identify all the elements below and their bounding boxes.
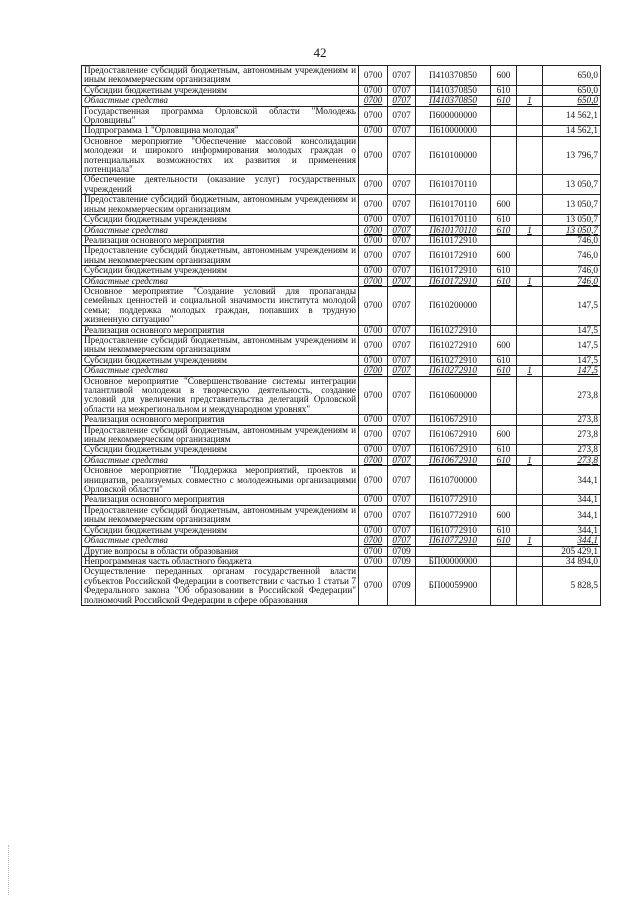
table-row — [82, 335, 601, 355]
row-name: Предоставление субсидий бюджетным, автономным учреждениям и иным некоммерческим организациям — [82, 425, 359, 445]
subsection-code: 0707 — [388, 126, 416, 136]
section-code: 0700 — [359, 195, 388, 215]
target-article-code: П610172910 — [416, 246, 491, 266]
table-row — [82, 376, 601, 415]
section-code: 0700 — [359, 466, 388, 495]
expense-type-code: 610 — [491, 225, 517, 235]
expense-type-code — [491, 235, 517, 245]
funding-source-code: 1 — [517, 536, 543, 546]
subsection-code: 0707 — [388, 505, 416, 525]
row-name: Субсидии бюджетным учреждениям — [82, 85, 359, 95]
amount: 205 429,1 — [543, 546, 601, 556]
row-name: Предоставление субсидий бюджетным, автономным учреждениям и иным некоммерческим организациям — [82, 335, 359, 355]
subsection-code: 0707 — [388, 235, 416, 245]
table-row — [82, 175, 601, 195]
target-article-code: П610272910 — [416, 355, 491, 365]
margin-mark — [8, 845, 12, 895]
subsection-code: 0707 — [388, 415, 416, 425]
expense-type-code: 600 — [491, 335, 517, 355]
amount: 273,8 — [543, 445, 601, 455]
subsection-code: 0707 — [388, 195, 416, 215]
row-name: Подпрограмма 1 "Орловщина молодая" — [82, 126, 359, 136]
funding-source-code — [517, 546, 543, 556]
row-name: Областные средства — [82, 536, 359, 546]
row-name: Основное мероприятие "Поддержка мероприятий, проектов и инициатив, реализуемых совместно с молодежными организациями Орловской области" — [82, 466, 359, 495]
page-number: 42 — [313, 45, 327, 60]
section-code: 0700 — [359, 246, 388, 266]
amount: 273,8 — [543, 455, 601, 465]
table-row — [82, 325, 601, 335]
target-article-code: П610672910 — [416, 455, 491, 465]
amount: 147,5 — [543, 286, 601, 325]
expense-type-code: 600 — [491, 246, 517, 266]
funding-source-code: 1 — [517, 455, 543, 465]
row-name: Основное мероприятие "Обеспечение массовой консолидации молодежи и широкого информирования молодых граждан о потенциальных возможностях их развития и применения потенциала" — [82, 136, 359, 175]
subsection-code: 0707 — [388, 175, 416, 195]
expense-type-code: 600 — [491, 195, 517, 215]
amount: 344,1 — [543, 505, 601, 525]
section-code: 0700 — [359, 355, 388, 365]
table-row — [82, 366, 601, 376]
section-code: 0700 — [359, 415, 388, 425]
row-name: Субсидии бюджетным учреждениям — [82, 525, 359, 535]
target-article-code: П610170110 — [416, 225, 491, 235]
subsection-code: 0707 — [388, 525, 416, 535]
section-code: 0700 — [359, 536, 388, 546]
subsection-code: 0707 — [388, 276, 416, 286]
subsection-code: 0707 — [388, 85, 416, 95]
expense-type-code — [491, 286, 517, 325]
target-article-code: П610700000 — [416, 466, 491, 495]
row-name: Предоставление субсидий бюджетным, автономным учреждениям и иным некоммерческим организациям — [82, 66, 359, 86]
funding-source-code — [517, 126, 543, 136]
expense-type-code — [491, 556, 517, 566]
section-code: 0700 — [359, 525, 388, 535]
section-code: 0700 — [359, 546, 388, 556]
subsection-code: 0707 — [388, 106, 416, 126]
amount: 14 562,1 — [543, 106, 601, 126]
funding-source-code — [517, 215, 543, 225]
section-code: 0700 — [359, 106, 388, 126]
row-name: Субсидии бюджетным учреждениям — [82, 445, 359, 455]
section-code: 0700 — [359, 556, 388, 566]
table-row — [82, 195, 601, 215]
funding-source-code — [517, 466, 543, 495]
table-row — [82, 266, 601, 276]
row-name: Государственная программа Орловской области "Молодежь Орловщины" — [82, 106, 359, 126]
table-row — [82, 415, 601, 425]
table-row — [82, 235, 601, 245]
subsection-code: 0709 — [388, 556, 416, 566]
target-article-code: П610170110 — [416, 175, 491, 195]
section-code: 0700 — [359, 445, 388, 455]
table-row — [82, 525, 601, 535]
funding-source-code — [517, 355, 543, 365]
table-row — [82, 276, 601, 286]
target-article-code: П410370850 — [416, 85, 491, 95]
expense-type-code: 610 — [491, 536, 517, 546]
amount: 14 562,1 — [543, 126, 601, 136]
table-row — [82, 455, 601, 465]
section-code: 0700 — [359, 286, 388, 325]
expense-type-code — [491, 106, 517, 126]
expense-type-code — [491, 126, 517, 136]
subsection-code: 0707 — [388, 376, 416, 415]
target-article-code: П610000000 — [416, 126, 491, 136]
amount: 13 050,7 — [543, 195, 601, 215]
amount: 147,5 — [543, 335, 601, 355]
target-article-code: БП00000000 — [416, 556, 491, 566]
amount: 746,0 — [543, 246, 601, 266]
budget-table — [81, 65, 601, 606]
expense-type-code: 610 — [491, 445, 517, 455]
amount: 147,5 — [543, 325, 601, 335]
funding-source-code — [517, 376, 543, 415]
expense-type-code — [491, 495, 517, 505]
expense-type-code: 610 — [491, 266, 517, 276]
table-row — [82, 136, 601, 175]
expense-type-code — [491, 466, 517, 495]
target-article-code: П610100000 — [416, 136, 491, 175]
subsection-code: 0707 — [388, 495, 416, 505]
target-article-code: П610170110 — [416, 195, 491, 215]
row-name: Субсидии бюджетным учреждениям — [82, 215, 359, 225]
table-row — [82, 355, 601, 365]
amount: 344,1 — [543, 495, 601, 505]
table-row — [82, 126, 601, 136]
row-name: Областные средства — [82, 455, 359, 465]
section-code: 0700 — [359, 215, 388, 225]
amount: 344,1 — [543, 525, 601, 535]
table-row — [82, 66, 601, 86]
section-code: 0700 — [359, 266, 388, 276]
target-article-code: П410370850 — [416, 96, 491, 106]
funding-source-code — [517, 136, 543, 175]
subsection-code: 0707 — [388, 536, 416, 546]
amount: 13 050,7 — [543, 215, 601, 225]
funding-source-code — [517, 415, 543, 425]
target-article-code: П610772910 — [416, 505, 491, 525]
section-code: 0700 — [359, 136, 388, 175]
section-code: 0700 — [359, 455, 388, 465]
target-article-code: П610772910 — [416, 495, 491, 505]
row-name: Осуществление переданных органам государственной власти субъектов Российской Федерации в соответствии с частью 1 статьи 7 Федерального закона "Об образовании в Российской Федерации" полномочий Российской Федерации в сфере образования — [82, 567, 359, 606]
amount: 147,5 — [543, 366, 601, 376]
expense-type-code: 600 — [491, 425, 517, 445]
expense-type-code — [491, 175, 517, 195]
table-row — [82, 286, 601, 325]
funding-source-code — [517, 266, 543, 276]
row-name: Предоставление субсидий бюджетным, автономным учреждениям и иным некоммерческим организациям — [82, 505, 359, 525]
section-code: 0700 — [359, 366, 388, 376]
funding-source-code — [517, 425, 543, 445]
subsection-code: 0707 — [388, 355, 416, 365]
section-code: 0700 — [359, 505, 388, 525]
amount: 13 050,7 — [543, 225, 601, 235]
amount: 273,8 — [543, 425, 601, 445]
amount: 34 894,0 — [543, 556, 601, 566]
row-name: Непрограммная часть областного бюджета — [82, 556, 359, 566]
target-article-code: П610200000 — [416, 286, 491, 325]
subsection-code: 0707 — [388, 425, 416, 445]
section-code: 0700 — [359, 126, 388, 136]
subsection-code: 0707 — [388, 366, 416, 376]
target-article-code: П610672910 — [416, 445, 491, 455]
funding-source-code — [517, 445, 543, 455]
expense-type-code: 610 — [491, 355, 517, 365]
row-name: Обеспечение деятельности (оказание услуг) государственных учреждений — [82, 175, 359, 195]
section-code: 0700 — [359, 85, 388, 95]
subsection-code: 0707 — [388, 225, 416, 235]
expense-type-code: 600 — [491, 505, 517, 525]
amount: 746,0 — [543, 276, 601, 286]
funding-source-code — [517, 106, 543, 126]
subsection-code: 0707 — [388, 325, 416, 335]
funding-source-code — [517, 85, 543, 95]
amount: 273,8 — [543, 415, 601, 425]
section-code: 0700 — [359, 325, 388, 335]
subsection-code: 0707 — [388, 96, 416, 106]
amount: 273,8 — [543, 376, 601, 415]
row-name: Основное мероприятие "Создание условий для пропаганды семейных ценностей и социальной значимости института молодой семьи; поддержка молодых граждан, попавших в трудную жизненную ситуацию" — [82, 286, 359, 325]
subsection-code: 0707 — [388, 455, 416, 465]
amount: 650,0 — [543, 85, 601, 95]
table-row — [82, 445, 601, 455]
subsection-code: 0707 — [388, 66, 416, 86]
funding-source-code — [517, 286, 543, 325]
expense-type-code — [491, 567, 517, 606]
target-article-code: БП00059900 — [416, 567, 491, 606]
funding-source-code: 1 — [517, 366, 543, 376]
section-code: 0700 — [359, 66, 388, 86]
expense-type-code: 610 — [491, 525, 517, 535]
target-article-code: П610772910 — [416, 525, 491, 535]
amount: 650,0 — [543, 96, 601, 106]
table-row — [82, 425, 601, 445]
funding-source-code — [517, 246, 543, 266]
table-row — [82, 106, 601, 126]
funding-source-code — [517, 235, 543, 245]
subsection-code: 0707 — [388, 335, 416, 355]
target-article-code: П610772910 — [416, 536, 491, 546]
funding-source-code — [517, 335, 543, 355]
amount: 13 050,7 — [543, 175, 601, 195]
expense-type-code: 610 — [491, 455, 517, 465]
section-code: 0700 — [359, 225, 388, 235]
target-article-code: П410370850 — [416, 66, 491, 86]
section-code: 0700 — [359, 495, 388, 505]
row-name: Областные средства — [82, 225, 359, 235]
expense-type-code: 610 — [491, 366, 517, 376]
table-row — [82, 556, 601, 566]
expense-type-code — [491, 415, 517, 425]
target-article-code: П610172910 — [416, 235, 491, 245]
row-name: Субсидии бюджетным учреждениям — [82, 266, 359, 276]
row-name: Реализация основного мероприятия — [82, 325, 359, 335]
funding-source-code — [517, 66, 543, 86]
subsection-code: 0709 — [388, 567, 416, 606]
section-code: 0700 — [359, 335, 388, 355]
amount: 13 796,7 — [543, 136, 601, 175]
section-code: 0700 — [359, 175, 388, 195]
subsection-code: 0707 — [388, 246, 416, 266]
subsection-code: 0707 — [388, 215, 416, 225]
section-code: 0700 — [359, 376, 388, 415]
section-code: 0700 — [359, 235, 388, 245]
funding-source-code: 1 — [517, 276, 543, 286]
amount: 5 828,5 — [543, 567, 601, 606]
table-row — [82, 495, 601, 505]
expense-type-code — [491, 136, 517, 175]
amount: 650,0 — [543, 66, 601, 86]
target-article-code: П610672910 — [416, 415, 491, 425]
table-row — [82, 96, 601, 106]
table-row — [82, 536, 601, 546]
funding-source-code — [517, 495, 543, 505]
table-row — [82, 546, 601, 556]
expense-type-code: 610 — [491, 215, 517, 225]
row-name: Областные средства — [82, 366, 359, 376]
target-article-code: П600000000 — [416, 106, 491, 126]
expense-type-code: 600 — [491, 66, 517, 86]
expense-type-code — [491, 325, 517, 335]
funding-source-code — [517, 325, 543, 335]
target-article-code: П610172910 — [416, 266, 491, 276]
funding-source-code — [517, 525, 543, 535]
table-row — [82, 215, 601, 225]
row-name: Другие вопросы в области образования — [82, 546, 359, 556]
target-article-code: П610170110 — [416, 215, 491, 225]
table-row — [82, 85, 601, 95]
expense-type-code: 610 — [491, 276, 517, 286]
row-name: Субсидии бюджетным учреждениям — [82, 355, 359, 365]
amount: 344,1 — [543, 536, 601, 546]
row-name: Областные средства — [82, 276, 359, 286]
section-code: 0700 — [359, 276, 388, 286]
table-row — [82, 246, 601, 266]
section-code: 0700 — [359, 567, 388, 606]
subsection-code: 0707 — [388, 466, 416, 495]
funding-source-code — [517, 175, 543, 195]
expense-type-code — [491, 546, 517, 556]
section-code: 0700 — [359, 96, 388, 106]
amount: 147,5 — [543, 355, 601, 365]
target-article-code: П610272910 — [416, 325, 491, 335]
target-article-code: П610172910 — [416, 276, 491, 286]
subsection-code: 0707 — [388, 445, 416, 455]
subsection-code: 0707 — [388, 136, 416, 175]
funding-source-code: 1 — [517, 225, 543, 235]
table-row — [82, 505, 601, 525]
amount: 746,0 — [543, 235, 601, 245]
row-name: Реализация основного мероприятия — [82, 495, 359, 505]
expense-type-code: 610 — [491, 96, 517, 106]
funding-source-code: 1 — [517, 96, 543, 106]
row-name: Предоставление субсидий бюджетным, автономным учреждениям и иным некоммерческим организациям — [82, 195, 359, 215]
row-name: Основное мероприятие "Совершенствование системы интеграции талантливой молодежи в творческую деятельность, создание условий для увеличения представительства делегаций Орловской области на межрегиональном и международном уровнях" — [82, 376, 359, 415]
subsection-code: 0707 — [388, 266, 416, 276]
target-article-code: П610600000 — [416, 376, 491, 415]
subsection-code: 0707 — [388, 286, 416, 325]
funding-source-code — [517, 195, 543, 215]
funding-source-code — [517, 505, 543, 525]
row-name: Предоставление субсидий бюджетным, автономным учреждениям и иным некоммерческим организациям — [82, 246, 359, 266]
expense-type-code — [491, 376, 517, 415]
target-article-code: П610272910 — [416, 366, 491, 376]
row-name: Реализация основного мероприятия — [82, 235, 359, 245]
amount: 746,0 — [543, 266, 601, 276]
row-name: Реализация основного мероприятия — [82, 415, 359, 425]
funding-source-code — [517, 567, 543, 606]
expense-type-code: 610 — [491, 85, 517, 95]
target-article-code — [416, 546, 491, 556]
funding-source-code — [517, 556, 543, 566]
amount: 344,1 — [543, 466, 601, 495]
row-name: Областные средства — [82, 96, 359, 106]
table-row — [82, 225, 601, 235]
table-row — [82, 466, 601, 495]
subsection-code: 0709 — [388, 546, 416, 556]
target-article-code: П610672910 — [416, 425, 491, 445]
target-article-code: П610272910 — [416, 335, 491, 355]
table-row — [82, 567, 601, 606]
section-code: 0700 — [359, 425, 388, 445]
